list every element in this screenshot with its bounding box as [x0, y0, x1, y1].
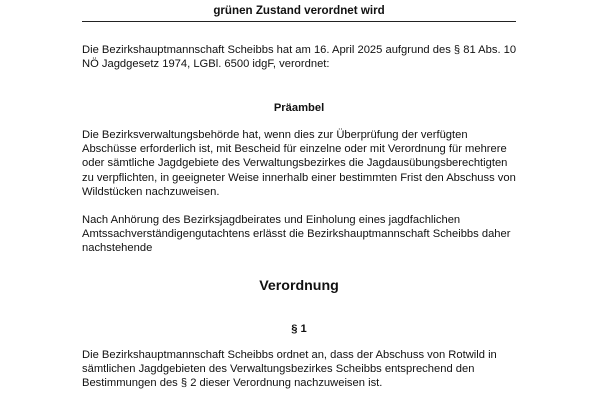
praeambel-paragraph: Die Bezirksverwaltungsbehörde hat, wenn dies zur Überprüfung der verfügten Abschüsse erforderlich ist, mit Bescheid für einzelne oder mit Verordnung für mehrere oder sämtliche Jagdgebiete des Verwaltungsbezirkes die Jagdausübungsberechtigten zu verpflichten, in geeigneter Weise innerhalb einer bestimmten Frist den Abschuss von Wildstücken nachzuweisen.	[82, 129, 516, 198]
paragraph-1-heading: § 1	[291, 323, 307, 335]
intro-paragraph: Die Bezirkshauptmannschaft Scheibbs hat am 16. April 2025 aufgrund des § 81 Abs. 10 NÖ Jagdgesetz 1974, LGBl. 6500 idgF, verordnet:	[82, 44, 517, 71]
praeambel-heading: Präambel	[273, 102, 325, 114]
anhoerung-paragraph: Nach Anhörung des Bezirksjagdbeirates und Einholung eines jagdfachlichen Amtssachverständigengutachtens erlässt die Bezirkshauptmannschaft Scheibbs daher nachstehende	[82, 214, 511, 255]
verordnung-heading: Verordnung	[259, 278, 339, 294]
paragraph-1-text: Die Bezirkshauptmannschaft Scheibbs ordnet an, dass der Abschuss von Rotwild in sämtlichen Jagdgebieten des Verwaltungsbezirkes Scheibbs entsprechend den Bestimmungen des § 2 dieser Verordnung nachzuweisen ist.	[82, 349, 497, 390]
document-title-fragment: grünen Zustand verordnet wird	[213, 4, 385, 17]
title-divider	[82, 21, 516, 22]
